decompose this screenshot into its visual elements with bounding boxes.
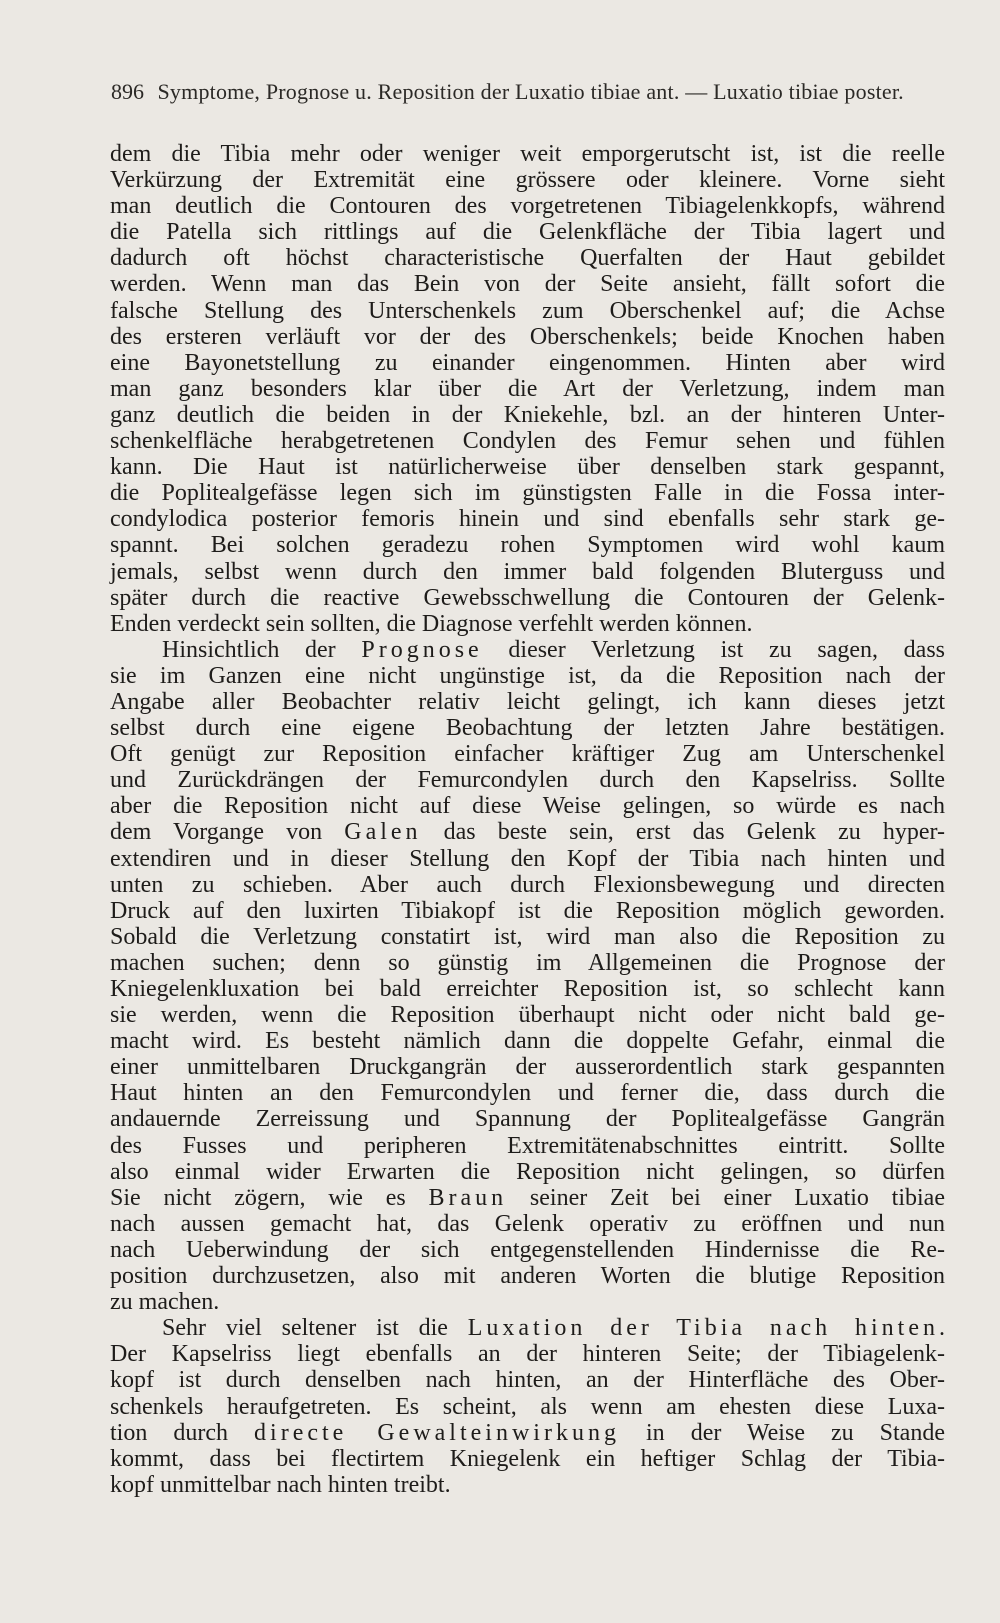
text-line: nach aussen gemacht hat, das Gelenk operativ zu eröffnen und nun [110, 1210, 945, 1237]
text-line: schenkelfläche herabgetretenen Condylen des Femur sehen und fühlen [110, 428, 945, 455]
text-fragment: dieser Verletzung ist zu sagen, dass [482, 636, 945, 663]
text-line: die Patella sich rittlings auf die Gelenkfläche der Tibia lagert und [110, 219, 945, 246]
text-line [110, 1185, 945, 1211]
text-line [110, 1315, 945, 1341]
text-line: machen suchen; denn so günstig im Allgemeinen die Prognose der [110, 949, 945, 976]
text-line: nach Ueberwindung der sich entgegenstellenden Hindernisse die Re- [110, 1236, 945, 1263]
text-line: Kniegelenkluxation bei bald erreichter Reposition ist, so schlecht kann [110, 976, 945, 1002]
text-line: werden. Wenn man das Bein von der Seite ansieht, fällt sofort die [110, 271, 945, 298]
text-line: unten zu schieben. Aber auch durch Flexionsbewegung und directen [110, 871, 945, 898]
text-line: also einmal wider Erwarten die Reposition nicht gelingen, so dürfen [110, 1158, 945, 1185]
text-fragment: tion durch [110, 1419, 255, 1446]
text-line: des Fusses und peripheren Extremitätenabschnittes eintritt. Sollte [110, 1132, 945, 1159]
text-line: kommt, dass bei flectirtem Kniegelenk ein heftiger Schlag der Tibia- [110, 1445, 945, 1472]
text-line: und Zurückdrängen der Femurcondylen durch den Kapselriss. Sollte [110, 767, 945, 794]
page-number: 896 [111, 79, 144, 104]
text-line: Sobald die Verletzung constatirt ist, wird man also die Reposition zu [110, 923, 945, 950]
body-text [110, 141, 945, 1498]
text-line [110, 637, 945, 663]
text-line: einer unmittelbaren Druckgangrän der ausserordentlich stark gespannten [110, 1054, 945, 1081]
text-line: spannt. Bei solchen geradezu rohen Symptomen wird wohl kaum [110, 532, 945, 559]
text-line: schenkels heraufgetreten. Es scheint, als wenn am ehesten diese Luxa- [110, 1393, 945, 1420]
text-line: sie werden, wenn die Reposition überhaupt nicht oder nicht bald ge- [110, 1002, 945, 1029]
emphasized-term: Galen [344, 819, 422, 846]
text-fragment: in der Weise zu Stande [619, 1419, 945, 1446]
text-line: zu machen. [110, 1289, 220, 1316]
text-line: kann. Die Haut ist natürlicherweise über denselben stark gespannt, [110, 454, 945, 481]
text-line: condylodica posterior femoris hinein und sind ebenfalls sehr stark ge- [110, 506, 945, 533]
text-line: später durch die reactive Gewebsschwellung die Contouren der Gelenk- [110, 584, 945, 611]
text-line: Haut hinten an den Femurcondylen und ferner die, dass durch die [110, 1080, 945, 1107]
text-line: Enden verdeckt sein sollten, die Diagnose verfehlt werden können. [110, 610, 753, 637]
text-line: des ersteren verläuft vor der des Oberschenkels; beide Knochen haben [110, 323, 945, 350]
text-fragment: . [939, 1315, 945, 1342]
text-line: Verkürzung der Extremität eine grössere oder kleinere. Vorne sieht [110, 167, 945, 194]
text-line: ganz deutlich die beiden in der Kniekehle, bzl. an der hinteren Unter- [110, 401, 945, 428]
text-line: falsche Stellung des Unterschenkels zum Oberschenkel auf; die Achse [110, 297, 945, 324]
emphasized-term: Braun [428, 1184, 508, 1211]
text-line: die Poplitealgefässe legen sich im günstigsten Falle in die Fossa inter- [110, 480, 945, 507]
text-fragment: Sehr viel seltener ist die [162, 1315, 468, 1342]
text-line: selbst durch eine eigene Beobachtung der letzten Jahre bestätigen. [110, 715, 945, 742]
text-line: aber die Reposition nicht auf diese Weise gelingen, so würde es nach [110, 793, 945, 820]
text-line: Oft genügt zur Reposition einfacher kräftiger Zug am Unterschenkel [110, 741, 945, 768]
text-fragment: seiner Zeit bei einer Luxatio tibiae [507, 1184, 945, 1211]
text-line: man ganz besonders klar über die Art der Verletzung, indem man [110, 375, 945, 402]
text-fragment: Hinsichtlich der [162, 636, 362, 663]
text-line: sie im Ganzen eine nicht ungünstige ist, da die Reposition nach der [110, 662, 945, 689]
text-line: Druck auf den luxirten Tibiakopf ist die Reposition möglich geworden. [110, 897, 945, 924]
emphasized-term: Luxation der Tibia nach hinten [467, 1315, 939, 1342]
text-line: extendiren und in dieser Stellung den Kopf der Tibia nach hinten und [110, 845, 945, 872]
text-fragment: das beste sein, erst das Gelenk zu hyper- [421, 819, 945, 846]
text-line: Der Kapselriss liegt ebenfalls an der hinteren Seite; der Tibiagelenk- [110, 1341, 945, 1368]
text-line: dadurch oft höchst characteristische Querfalten der Haut gebildet [110, 245, 945, 272]
text-line: andauernde Zerreissung und Spannung der Poplitealgefässe Gangrän [110, 1106, 945, 1133]
text-line: position durchzusetzen, also mit anderen Worten die blutige Reposition [110, 1263, 945, 1290]
running-header [111, 79, 947, 109]
text-line: eine Bayonetstellung zu einander eingenommen. Hinten aber wird [110, 349, 945, 376]
text-line: kopf unmittelbar nach hinten treibt. [110, 1471, 451, 1498]
emphasized-term: directe Gewalteinwirkung [254, 1419, 620, 1446]
text-line: jemals, selbst wenn durch den immer bald folgenden Bluterguss und [110, 558, 945, 585]
text-line: macht wird. Es besteht nämlich dann die doppelte Gefahr, einmal die [110, 1028, 945, 1055]
emphasized-term: Prognose [361, 636, 483, 663]
text-fragment: dem Vorgange von [110, 819, 345, 846]
text-line: man deutlich die Contouren des vorgetretenen Tibiagelenkkopfs, während [110, 193, 945, 220]
text-line [110, 1420, 945, 1446]
text-line [110, 819, 945, 845]
running-title: Symptome, Prognose u. Reposition der Luxatio tibiae ant. — Luxatio tibiae poster. [157, 79, 904, 104]
text-line: kopf ist durch denselben nach hinten, an der Hinterfläche des Ober- [110, 1367, 945, 1394]
text-fragment: Sie nicht zögern, wie es [110, 1184, 429, 1211]
text-line: Angabe aller Beobachter relativ leicht gelingt, ich kann dieses jetzt [110, 688, 945, 715]
text-line: dem die Tibia mehr oder weniger weit emporgerutscht ist, ist die reelle [110, 141, 945, 167]
